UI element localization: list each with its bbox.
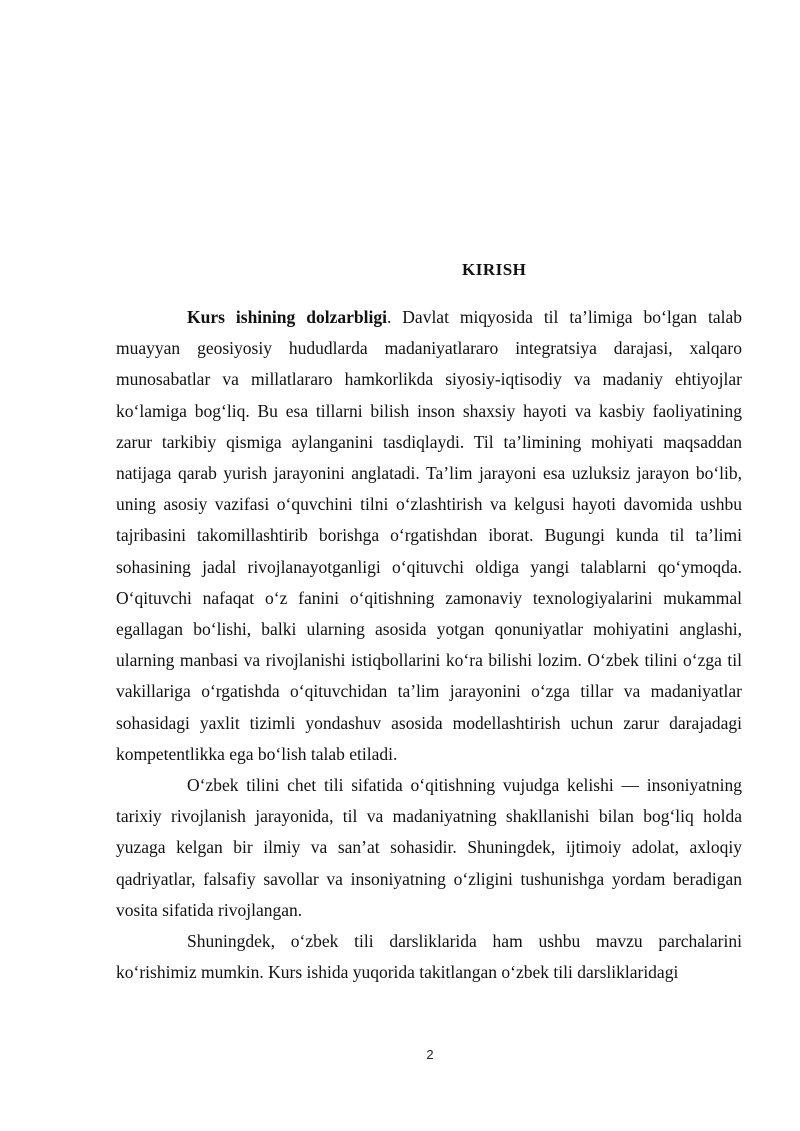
paragraph-history: O‘zbek tilini chet tili sifatida o‘qitishning vujudga kelishi — insoniyatning tarixiy rivojlanish jarayonida, til va madaniyatning shakllanishi bilan bog‘liq holda yuzaga kelgan bir ilmiy va san’at sohasidir. Shuningdek, ijtimoiy adolat, axloqiy qadriyatlar, falsafiy savollar va insoniyatning o‘zligini tushunishga yordam beradigan vosita sifatida rivojlangan.	[116, 775, 742, 920]
paragraph-lead-term: Kurs ishining dolzarbligi	[187, 307, 387, 327]
paragraph-text: . Davlat miqyosida til ta’limiga bo‘lgan talab muayyan geosiyosiy hududlarda madaniyatlararo integratsiya darajasi, xalqaro munosabatlar va millatlararo hamkorlikda siyosiy-iqtisodiy va madaniy ehtiyojlar ko‘lamiga bog‘liq. Bu esa tillarni bilish inson shaxsiy hayoti va kasbiy faoliyatining zarur tarkibiy qismiga aylanganini tasdiqlaydi. Til ta’limining mohiyati maqsaddan natijaga qarab yurish jarayonini anglatadi. Ta’lim jarayoni esa uzluksiz jarayon bo‘lib, uning asosiy vazifasi o‘quvchini tilni o‘zlashtirish va kelgusi hayoti davomida ushbu tajribasini takomillashtirib borishga o‘rgatishdan iborat. Bugungi kunda til ta’limi sohasining jadal rivojlanayotganligi o‘qituvchi oldiga yangi talablarni qo‘ymoqda. O‘qituvchi nafaqat o‘z fanini o‘qitishning zamonaviy texnologiyalarini mukammal egallagan bo‘lishi, balki ularning asosida yotgan qonuniyatlar mohiyatini anglashi, ularning manbasi va rivojlanishi istiqbollarini ko‘ra bilishi lozim. O‘zbek tilini o‘zga til vakillariga o‘rgatishda o‘qituvchidan ta’lim jarayonini o‘zga tillar va madaniyatlar sohasidagi yaxlit tizimli yondashuv asosida modellashtirish uchun zarur darajadagi kompetentlikka ega bo‘lish talab etiladi.	[116, 307, 742, 764]
body-text	[116, 302, 742, 988]
page-number: 2	[426, 1047, 434, 1062]
section-heading: KIRISH	[462, 260, 527, 279]
paragraph-relevance	[116, 302, 742, 770]
paragraph-textbooks: Shuningdek, o‘zbek tili darsliklarida ham ushbu mavzu parchalarini ko‘rishimiz mumkin. Kurs ishida yuqorida takitlangan o‘zbek tili darsliklaridagi	[116, 931, 742, 983]
